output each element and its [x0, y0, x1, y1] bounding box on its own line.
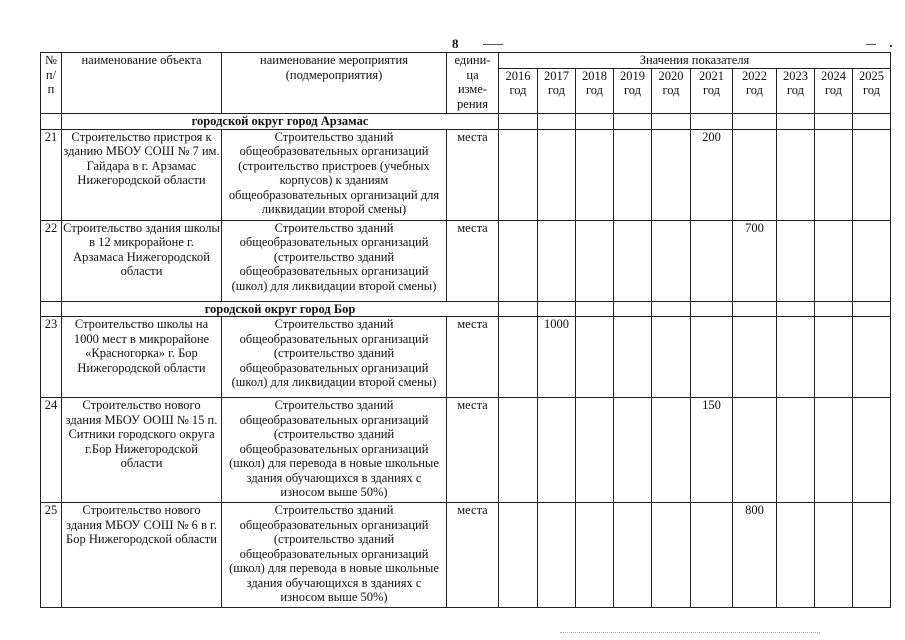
section-empty-cell	[777, 114, 815, 130]
row-year-value	[614, 398, 652, 503]
row-year-value	[499, 317, 538, 398]
row-year-value	[777, 317, 815, 398]
row-year-value	[614, 220, 652, 301]
header-values-title: Значения показателя	[499, 53, 891, 69]
row-year-value	[576, 129, 614, 220]
row-event: Строительство зданий общеобразовательных организаций (строительство зданий общеобразовательных организаций (школ) для перевода в новые школьные здания обучающихся в зданиях с износом выше 50%)	[222, 503, 447, 608]
section-num-cell	[41, 301, 62, 317]
row-unit: места	[447, 317, 499, 398]
row-year-value	[499, 129, 538, 220]
row-year-value: 1000	[538, 317, 576, 398]
header-year: 2025 год	[853, 68, 891, 114]
section-empty-cell	[815, 114, 853, 130]
table-row	[41, 129, 891, 220]
row-year-value	[538, 398, 576, 503]
row-year-value	[499, 220, 538, 301]
row-year-value	[853, 317, 891, 398]
row-event: Строительство зданий общеобразовательных организаций (строительство пристроев (учебных корпусов) к зданиям общеобразовательных организаций для ликвидации второй смены)	[222, 129, 447, 220]
header-unit: едини- ца изме- рения	[447, 53, 499, 114]
row-num: 23	[41, 317, 62, 398]
section-empty-cell	[733, 301, 777, 317]
row-year-value	[733, 317, 777, 398]
scan-footer-noise	[560, 632, 820, 637]
section-empty-cell	[499, 114, 538, 130]
row-year-value: 150	[691, 398, 733, 503]
row-year-value: 700	[733, 220, 777, 301]
row-num: 21	[41, 129, 62, 220]
row-year-value	[538, 129, 576, 220]
section-empty-cell	[691, 301, 733, 317]
row-object: Строительство нового здания МБОУ ООШ № 15 п. Ситники городского округа г.Бор Нижегородской области	[62, 398, 222, 503]
row-year-value	[853, 503, 891, 608]
row-year-value	[733, 129, 777, 220]
row-year-value	[815, 398, 853, 503]
row-year-value	[614, 317, 652, 398]
row-event: Строительство зданий общеобразовательных организаций (строительство зданий общеобразовательных организаций (школ) для ликвидации второй смены)	[222, 220, 447, 301]
section-num-cell	[41, 114, 62, 130]
row-num: 22	[41, 220, 62, 301]
row-year-value	[652, 503, 691, 608]
scan-speck	[890, 45, 892, 47]
row-year-value	[777, 503, 815, 608]
row-object: Строительство школы на 1000 мест в микрорайоне «Красногорка» г. Бор Нижегородской области	[62, 317, 222, 398]
row-unit: места	[447, 503, 499, 608]
row-num: 25	[41, 503, 62, 608]
row-year-value	[691, 317, 733, 398]
section-empty-cell	[576, 301, 614, 317]
header-year: 2023 год	[777, 68, 815, 114]
row-unit: места	[447, 129, 499, 220]
row-year-value	[652, 317, 691, 398]
header-year: 2019 год	[614, 68, 652, 114]
row-year-value	[815, 129, 853, 220]
row-event: Строительство зданий общеобразовательных организаций (строительство зданий общеобразовательных организаций (школ) для ликвидации второй смены)	[222, 317, 447, 398]
section-empty-cell	[853, 301, 891, 317]
indicators-table	[40, 52, 891, 608]
section-empty-cell	[614, 301, 652, 317]
row-year-value	[652, 129, 691, 220]
row-year-value	[691, 503, 733, 608]
table-row	[41, 503, 891, 608]
section-title: городской округ город Бор	[62, 301, 499, 317]
row-year-value	[815, 220, 853, 301]
row-year-value: 200	[691, 129, 733, 220]
section-empty-cell	[538, 301, 576, 317]
row-year-value	[853, 129, 891, 220]
section-empty-cell	[853, 114, 891, 130]
header-year: 2020 год	[652, 68, 691, 114]
row-year-value	[853, 398, 891, 503]
section-empty-cell	[614, 114, 652, 130]
row-year-value	[614, 129, 652, 220]
row-object: Строительство пристроя к зданию МБОУ СОШ № 7 им. Гайдара в г. Арзамас Нижегородской области	[62, 129, 222, 220]
section-empty-cell	[538, 114, 576, 130]
header-year: 2024 год	[815, 68, 853, 114]
row-year-value	[815, 317, 853, 398]
row-year-value	[815, 503, 853, 608]
row-year-value	[691, 220, 733, 301]
header-year: 2017 год	[538, 68, 576, 114]
section-empty-cell	[576, 114, 614, 130]
section-empty-cell	[733, 114, 777, 130]
row-year-value	[538, 220, 576, 301]
table-row	[41, 398, 891, 503]
section-empty-cell	[691, 114, 733, 130]
row-year-value	[733, 398, 777, 503]
table-row	[41, 220, 891, 301]
row-num: 24	[41, 398, 62, 503]
row-unit: места	[447, 220, 499, 301]
header-row	[41, 53, 891, 69]
header-num: № п/ п	[41, 53, 62, 114]
header-year: 2016 год	[499, 68, 538, 114]
row-year-value: 800	[733, 503, 777, 608]
row-year-value	[614, 503, 652, 608]
row-year-value	[499, 398, 538, 503]
section-empty-cell	[652, 301, 691, 317]
row-unit: места	[447, 398, 499, 503]
header-year: 2021 год	[691, 68, 733, 114]
scan-mark	[483, 44, 503, 45]
row-year-value	[777, 129, 815, 220]
table-row	[41, 317, 891, 398]
row-year-value	[576, 317, 614, 398]
section-title: городской округ город Арзамас	[62, 114, 499, 130]
row-year-value	[538, 503, 576, 608]
header-event: наименование мероприятия (подмероприятия)	[222, 53, 447, 114]
section-empty-cell	[815, 301, 853, 317]
row-object: Строительство нового здания МБОУ СОШ № 6 в г. Бор Нижегородской области	[62, 503, 222, 608]
section-empty-cell	[499, 301, 538, 317]
row-event: Строительство зданий общеобразовательных организаций (строительство зданий общеобразовательных организаций (школ) для перевода в новые школьные здания обучающихся в зданиях с износом выше 50%)	[222, 398, 447, 503]
header-year: 2022 год	[733, 68, 777, 114]
row-year-value	[576, 503, 614, 608]
scan-mark	[866, 44, 876, 45]
section-empty-cell	[777, 301, 815, 317]
header-object: наименование объекта	[62, 53, 222, 114]
section-row	[41, 114, 891, 130]
row-year-value	[853, 220, 891, 301]
section-empty-cell	[652, 114, 691, 130]
row-year-value	[576, 220, 614, 301]
row-year-value	[777, 220, 815, 301]
row-year-value	[576, 398, 614, 503]
header-year: 2018 год	[576, 68, 614, 114]
row-object: Строительство здания школы в 12 микрорайоне г. Арзамаса Нижегородской области	[62, 220, 222, 301]
page-number: 8	[452, 36, 459, 51]
row-year-value	[777, 398, 815, 503]
section-row	[41, 301, 891, 317]
row-year-value	[499, 503, 538, 608]
row-year-value	[652, 220, 691, 301]
row-year-value	[652, 398, 691, 503]
